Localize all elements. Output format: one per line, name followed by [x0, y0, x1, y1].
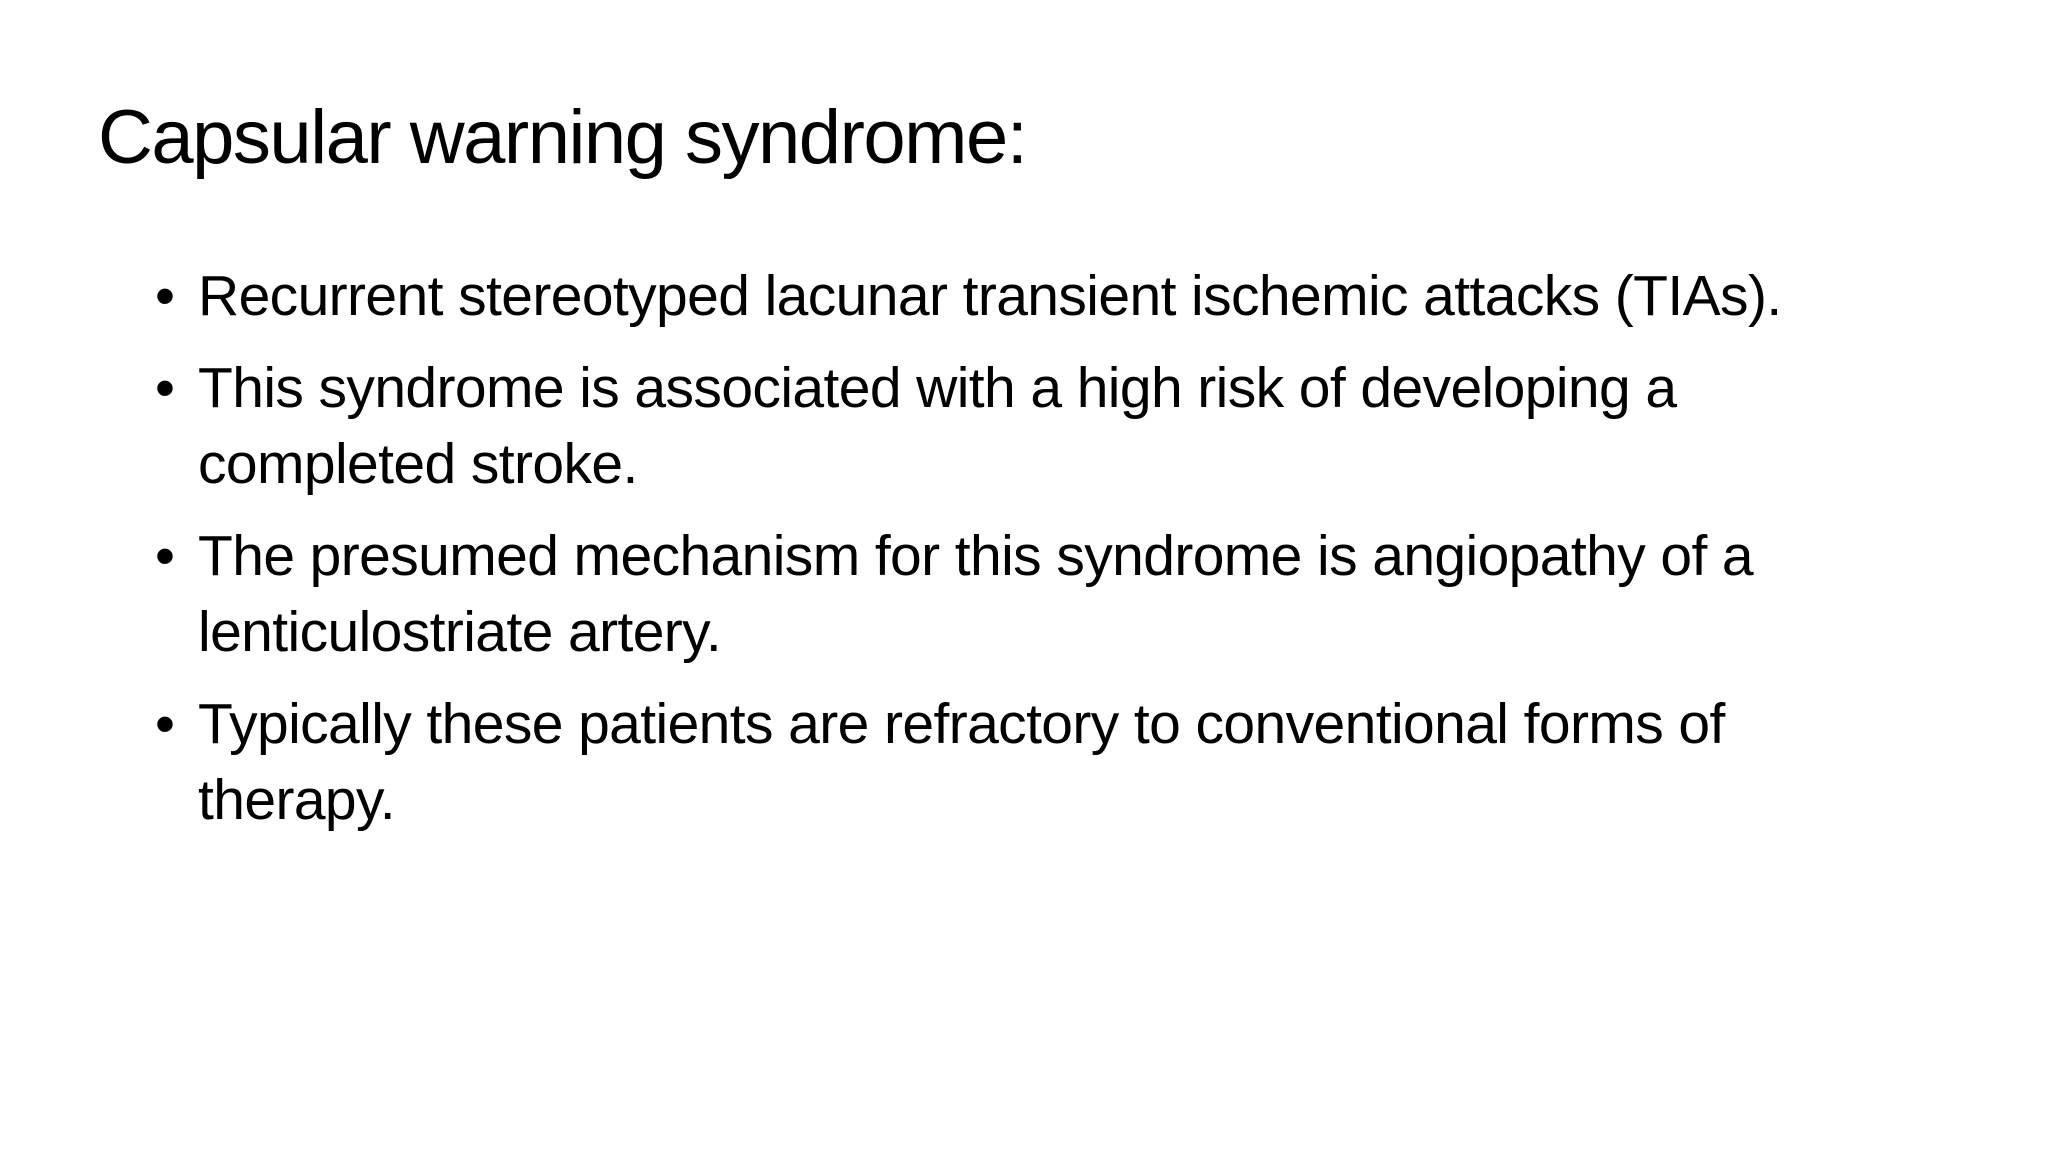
bullet-icon: •: [155, 692, 175, 756]
bullet-text: This syndrome is associated with a high risk of developing a completed stroke.: [198, 356, 1677, 496]
bullet-text: The presumed mechanism for this syndrome is angiopathy of a lenticulostriate artery.: [198, 524, 1754, 664]
bullet-list: [155, 258, 1915, 854]
bullet-item: [155, 686, 1915, 838]
bullet-item: [155, 350, 1915, 502]
bullet-item: [155, 258, 1915, 334]
bullet-text: Typically these patients are refractory to conventional forms of therapy.: [198, 692, 1725, 832]
bullet-text: Recurrent stereotyped lacunar transient ischemic attacks (TIAs).: [198, 264, 1782, 328]
bullet-item: [155, 518, 1915, 670]
bullet-icon: •: [155, 356, 175, 420]
slide-title: Capsular warning syndrome:: [98, 95, 1027, 180]
bullet-icon: •: [155, 264, 175, 328]
bullet-icon: •: [155, 524, 175, 588]
